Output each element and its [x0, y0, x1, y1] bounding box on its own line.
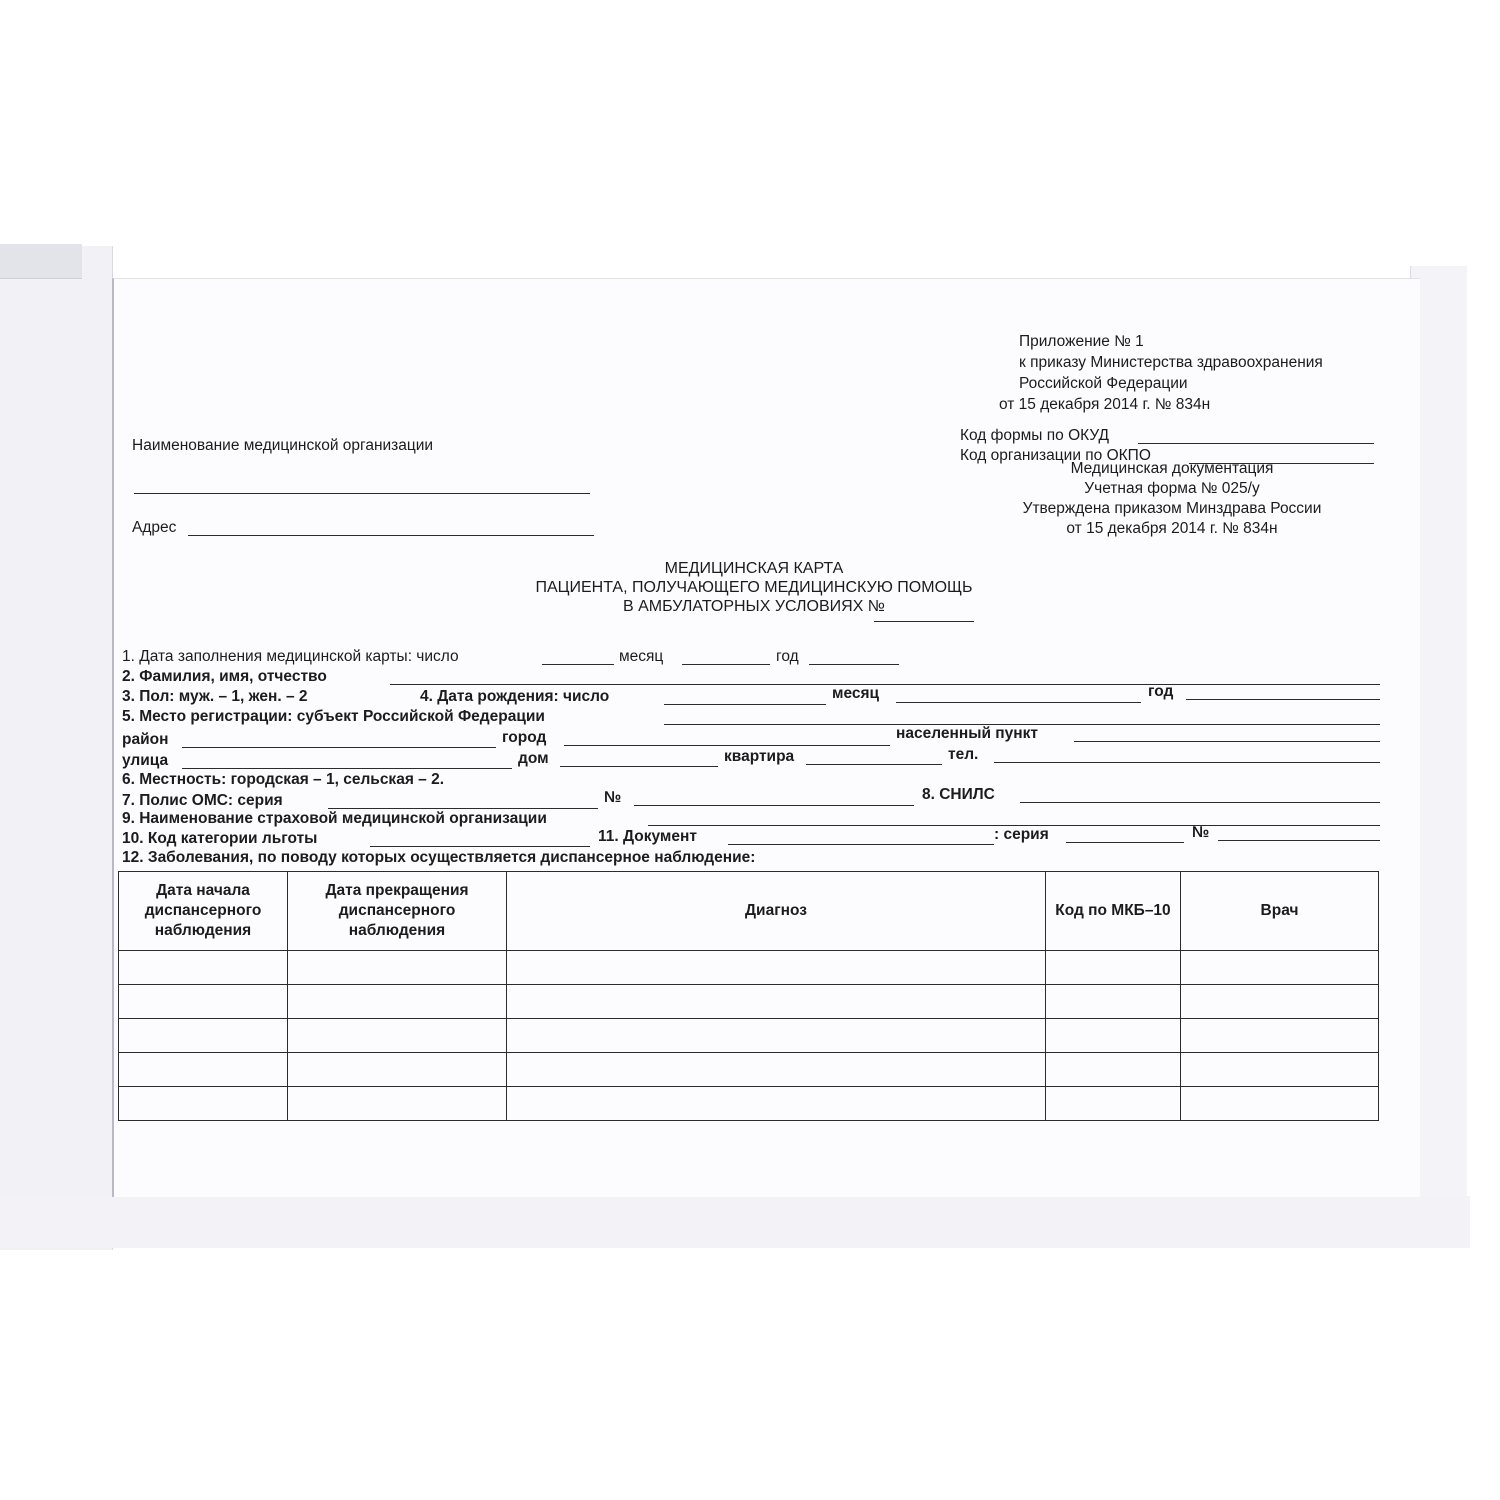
registration-label: 5. Место регистрации: субъект Российской Федерации — [122, 708, 545, 725]
table-cell[interactable] — [119, 1053, 288, 1087]
table-cell[interactable] — [288, 985, 507, 1019]
card-title — [444, 559, 1064, 616]
fill-month-field[interactable] — [682, 664, 770, 665]
okud-field[interactable] — [1138, 443, 1374, 444]
city-field[interactable] — [564, 745, 890, 746]
snils-field[interactable] — [1020, 802, 1380, 803]
medical-documentation-block — [976, 459, 1368, 539]
title-line-3: В АМБУЛАТОРНЫХ УСЛОВИЯХ № — [623, 598, 885, 615]
table-header-row — [119, 872, 1379, 951]
dispensary-table — [118, 871, 1379, 1121]
table-cell[interactable] — [1181, 1087, 1379, 1121]
table-row — [119, 985, 1379, 1019]
table-cell[interactable] — [1046, 985, 1181, 1019]
med-doc-line-2: Учетная форма № 025/у — [1084, 480, 1260, 497]
title-line-2: ПАЦИЕНТА, ПОЛУЧАЮЩЕГО МЕДИЦИНСКУЮ ПОМОЩЬ — [535, 579, 973, 596]
phone-field[interactable] — [994, 762, 1380, 763]
oms-number-field[interactable] — [634, 805, 914, 806]
table-cell[interactable] — [288, 1087, 507, 1121]
form-page — [112, 278, 1420, 1197]
dispensary-label: 12. Заболевания, по поводу которых осуществляется диспансерное наблюдение: — [122, 849, 756, 866]
order-date: от 15 декабря 2014 г. № 834н — [999, 396, 1211, 413]
order-header — [959, 331, 1409, 415]
district-label: район — [122, 731, 169, 748]
oms-number-label: № — [604, 789, 622, 806]
fill-month-label: месяц — [619, 648, 664, 665]
district-field[interactable] — [182, 747, 496, 748]
birth-month-label: месяц — [832, 685, 880, 702]
table-cell[interactable] — [507, 1087, 1046, 1121]
table-cell[interactable] — [1046, 1053, 1181, 1087]
fullname-label: 2. Фамилия, имя, отчество — [122, 668, 327, 685]
birth-day-field[interactable] — [664, 704, 826, 705]
table-cell[interactable] — [1181, 1019, 1379, 1053]
settlement-field[interactable] — [1074, 741, 1380, 742]
page-shadow — [0, 1196, 1470, 1248]
col-diagnosis: Диагноз — [507, 872, 1046, 951]
col-start-date: Дата начала диспансерного наблюдения — [119, 872, 288, 951]
booklet-cover-tab — [0, 244, 82, 279]
locality-label: 6. Местность: городская – 1, сельская – 2. — [122, 771, 445, 788]
title-line-1: МЕДИЦИНСКАЯ КАРТА — [664, 560, 844, 577]
card-number-field[interactable] — [874, 621, 974, 622]
col-icd10: Код по МКБ–10 — [1046, 872, 1181, 951]
fill-day-field[interactable] — [542, 664, 614, 665]
table-cell[interactable] — [507, 951, 1046, 985]
table-cell[interactable] — [507, 1053, 1046, 1087]
phone-label: тел. — [948, 746, 979, 763]
med-doc-line-3: Утверждена приказом Минздрава России — [1022, 500, 1322, 517]
table-cell[interactable] — [288, 951, 507, 985]
org-name-label: Наименование медицинской организации — [132, 437, 434, 454]
booklet-cover-edge — [0, 246, 113, 1250]
table-cell[interactable] — [1046, 1087, 1181, 1121]
order-line-1: к приказу Министерства здравоохранения — [1019, 354, 1323, 371]
table-cell[interactable] — [119, 1019, 288, 1053]
birth-month-field[interactable] — [896, 702, 1141, 703]
table-cell[interactable] — [119, 1087, 288, 1121]
table-cell[interactable] — [507, 985, 1046, 1019]
sex-label: 3. Пол: муж. – 1, жен. – 2 — [122, 688, 308, 705]
table-cell[interactable] — [1181, 951, 1379, 985]
table-cell[interactable] — [1046, 1019, 1181, 1053]
table-cell[interactable] — [507, 1019, 1046, 1053]
insurance-org-label: 9. Наименование страховой медицинской организации — [122, 810, 547, 827]
document-number-field[interactable] — [1218, 840, 1380, 841]
fill-year-field[interactable] — [809, 664, 899, 665]
med-doc-line-4: от 15 декабря 2014 г. № 834н — [1066, 520, 1278, 537]
document-label: 11. Документ — [598, 828, 697, 845]
house-field[interactable] — [560, 766, 718, 767]
org-name-field[interactable] — [134, 493, 590, 494]
table-cell[interactable] — [1181, 1053, 1379, 1087]
address-label: Адрес — [132, 519, 177, 536]
table-row — [119, 951, 1379, 985]
birth-year-field[interactable] — [1186, 699, 1380, 700]
fill-date-label: 1. Дата заполнения медицинской карты: число — [122, 648, 459, 665]
okpo-label: Код организации по ОКПО — [960, 447, 1151, 464]
street-field[interactable] — [182, 768, 512, 769]
birthdate-label: 4. Дата рождения: число — [420, 688, 610, 705]
document-number-label: № — [1192, 824, 1210, 841]
appendix-label: Приложение № 1 — [1019, 333, 1144, 350]
med-doc-line-1: Медицинская документация — [1070, 460, 1274, 477]
table-cell[interactable] — [288, 1019, 507, 1053]
col-end-date: Дата прекращения диспансерного наблюдения — [288, 872, 507, 951]
benefit-code-label: 10. Код категории льготы — [122, 830, 318, 847]
table-row — [119, 1087, 1379, 1121]
oms-series-field[interactable] — [328, 808, 598, 809]
table-row — [119, 1053, 1379, 1087]
document-series-field[interactable] — [1066, 842, 1184, 843]
document-series-label: : серия — [994, 826, 1049, 843]
city-label: город — [502, 729, 547, 746]
table-cell[interactable] — [1046, 951, 1181, 985]
table-cell[interactable] — [1181, 985, 1379, 1019]
table-row — [119, 1019, 1379, 1053]
benefit-code-field[interactable] — [370, 846, 590, 847]
house-label: дом — [518, 750, 549, 767]
fill-year-label: год — [776, 648, 799, 665]
okud-label: Код формы по ОКУД — [960, 427, 1109, 444]
settlement-label: населенный пункт — [896, 725, 1038, 742]
apartment-field[interactable] — [806, 764, 942, 765]
oms-policy-label: 7. Полис ОМС: серия — [122, 792, 283, 809]
table-cell[interactable] — [119, 985, 288, 1019]
document-field[interactable] — [728, 844, 994, 845]
fullname-field[interactable] — [390, 684, 1380, 685]
address-field[interactable] — [188, 535, 594, 536]
table-cell[interactable] — [119, 951, 288, 985]
table-cell[interactable] — [288, 1053, 507, 1087]
birth-year-label: год — [1148, 683, 1174, 700]
apartment-label: квартира — [724, 748, 795, 765]
snils-label: 8. СНИЛС — [922, 786, 995, 803]
order-line-2: Российской Федерации — [1019, 375, 1188, 392]
street-label: улица — [122, 752, 169, 769]
col-doctor: Врач — [1181, 872, 1379, 951]
